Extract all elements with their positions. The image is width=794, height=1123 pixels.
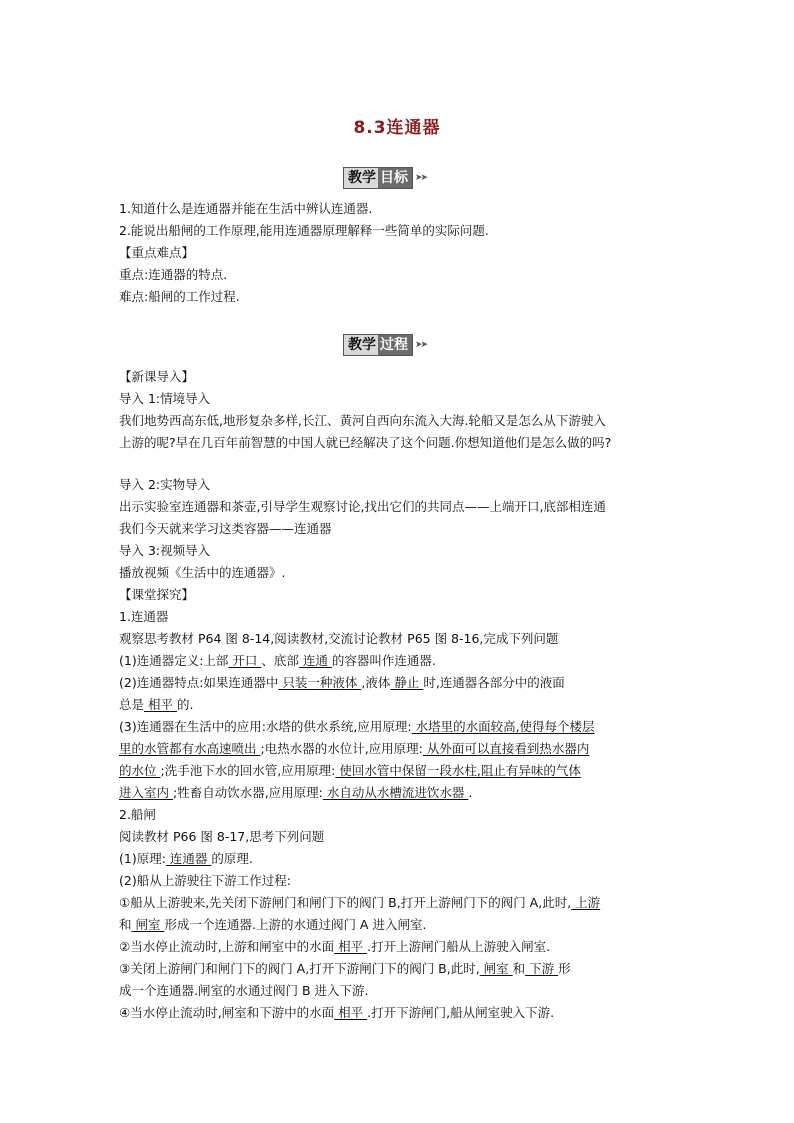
question-2-cont — [119, 696, 193, 714]
answer-blank: 上游 — [571, 895, 601, 910]
lock-principle — [119, 850, 253, 868]
answer-blank: 进入室内 — [119, 785, 173, 800]
question-2 — [119, 674, 565, 692]
answer-blank: 相平 — [334, 939, 368, 954]
intro-2-title: 导入 2:实物导入 — [119, 477, 211, 492]
answer-blank: 水塔里的水面较高,使得每个楼层 — [411, 719, 595, 734]
answer-blank: 闸室 — [131, 917, 165, 932]
answer-blank: 静止 — [390, 675, 424, 690]
answer-blank: 使回水管中保留一段水柱,阻止有异味的气体 — [335, 763, 581, 778]
key-difficulty-heading: 【重点难点】 — [119, 245, 195, 260]
banner-label-dark: 过程 — [378, 335, 412, 355]
answer-blank: 相平 — [144, 697, 177, 712]
section-2-title: 2.船闸 — [119, 807, 156, 822]
text: 形 — [558, 961, 571, 976]
answer-blank: 只装一种液体 — [278, 675, 362, 690]
question-3-cont-2 — [119, 762, 581, 780]
double-arrow-icon: ➤➤ — [415, 340, 427, 350]
new-lesson-heading: 【新课导入】 — [119, 369, 195, 384]
text: 和 — [119, 917, 132, 932]
lock-process-heading: (2)船从上游驶往下游工作过程: — [119, 873, 291, 888]
text: (2)连通器特点:如果连通器中 — [119, 675, 279, 690]
question-3-cont-1 — [119, 740, 589, 758]
answer-blank: 连通器 — [165, 851, 212, 866]
text: 时,连通器各部分中的液面 — [423, 675, 565, 690]
answer-blank: 从外面可以直接看到热水器内 — [422, 741, 590, 756]
answer-blank: 水自动从水槽流进饮水器 — [322, 785, 469, 800]
intro-3-line-1: 播放视频《生活中的连通器》. — [119, 565, 286, 580]
banner-label-light: 教学 — [344, 335, 378, 355]
text: (3)连通器在生活中的应用:水塔的供水系统,应用原理: — [119, 719, 412, 734]
intro-2-line-1: 出示实验室连通器和茶壶,引导学生观察讨论,找出它们的共同点——上端开口,底部相连通 — [119, 499, 606, 514]
section-2-line-1: 阅读教材 P66 图 8-17,思考下列问题 — [119, 829, 325, 844]
text: 形成一个连通器.上游的水通过阀门 A 进入闸室. — [164, 917, 427, 932]
text: ①船从上游驶来,先关闭下游闸门和闸门下的阀门 B,打开上游闸门下的阀门 A,此时, — [119, 895, 572, 910]
intro-2-line-2: 我们今天就来学习这类容器——连通器 — [119, 521, 332, 536]
intro-1-line-1: 我们地势西高东低,地形复杂多样,长江、黄河自西向东流入大海.轮船又是怎么从下游驶入 — [119, 413, 606, 428]
answer-blank: 相平 — [334, 1005, 368, 1020]
double-arrow-icon: ➤➤ — [415, 173, 427, 183]
section-1-title: 1.连通器 — [119, 609, 169, 624]
banner-box — [343, 334, 413, 356]
text: (1)原理: — [119, 851, 166, 866]
intro-1-title: 导入 1:情境导入 — [119, 391, 211, 406]
answer-blank: 连通 — [298, 653, 332, 668]
step-3 — [119, 960, 571, 978]
text: ;洗手池下水的回水管,应用原理: — [160, 763, 336, 778]
banner-label-dark: 目标 — [378, 168, 412, 188]
answer-blank: 里的水管都有水高速喷出 — [119, 741, 261, 756]
explore-heading: 【课堂探究】 — [119, 587, 195, 602]
intro-3-title: 导入 3:视频导入 — [119, 543, 211, 558]
section-1-line-1: 观察思考教材 P64 图 8-14,阅读教材,交流讨论教材 P65 图 8-16,完成下列问题 — [119, 631, 559, 646]
goal-2: 2.能说出船闸的工作原理,能用连通器原理解释一些简单的实际问题. — [119, 223, 489, 238]
step-1-cont — [119, 916, 426, 934]
text: 和 — [512, 961, 526, 976]
text: 的. — [176, 697, 194, 712]
step-2 — [119, 938, 550, 956]
difficulty-point: 难点:船闸的工作过程. — [119, 289, 240, 304]
step-3-cont: 成一个连通器.闸室的水通过阀门 B 进入下游. — [119, 983, 369, 998]
text: ;电热水器的水位计,应用原理: — [260, 741, 423, 756]
section-banner-process — [343, 335, 426, 355]
question-3-cont-3 — [119, 784, 472, 802]
text: ④当水停止流动时,闸室和下游中的水面 — [119, 1005, 335, 1020]
text: 总是 — [119, 697, 145, 712]
text: ③关闭上游闸门和闸门下的阀门 A,打开下游闸门下的阀门 B,此时, — [119, 961, 480, 976]
answer-blank: 闸室 — [479, 961, 513, 976]
section-banner-goals — [343, 168, 426, 188]
banner-label-light: 教学 — [344, 168, 378, 188]
question-1 — [119, 652, 436, 670]
step-4 — [119, 1004, 554, 1022]
answer-blank: 下游 — [525, 961, 559, 976]
text: . — [468, 785, 473, 800]
text: ;牲畜自动饮水器,应用原理: — [172, 785, 323, 800]
text: 的原理. — [211, 851, 253, 866]
text: .打开上游闸门船从上游驶入闸室. — [367, 939, 551, 954]
text: (1)连通器定义:上部 — [119, 653, 229, 668]
answer-blank: 开口 — [228, 653, 262, 668]
banner-box — [343, 167, 413, 189]
text: .打开下游闸门,船从闸室驶入下游. — [367, 1005, 555, 1020]
key-point: 重点:连通器的特点. — [119, 267, 228, 282]
text: ,液体 — [361, 675, 391, 690]
text: ②当水停止流动时,上游和闸室中的水面 — [119, 939, 335, 954]
question-3 — [119, 718, 595, 736]
step-1 — [119, 894, 600, 912]
page-title: 8.3连通器 — [353, 118, 441, 138]
text: 、底部 — [261, 653, 299, 668]
answer-blank: 的水位 — [119, 763, 161, 778]
goal-1: 1.知道什么是连通器并能在生活中辨认连通器. — [119, 201, 373, 216]
text: 的容器叫作连通器. — [331, 653, 436, 668]
intro-1-line-2: 上游的呢?早在几百年前智慧的中国人就已经解决了这个问题.你想知道他们是怎么做的吗? — [119, 435, 612, 450]
